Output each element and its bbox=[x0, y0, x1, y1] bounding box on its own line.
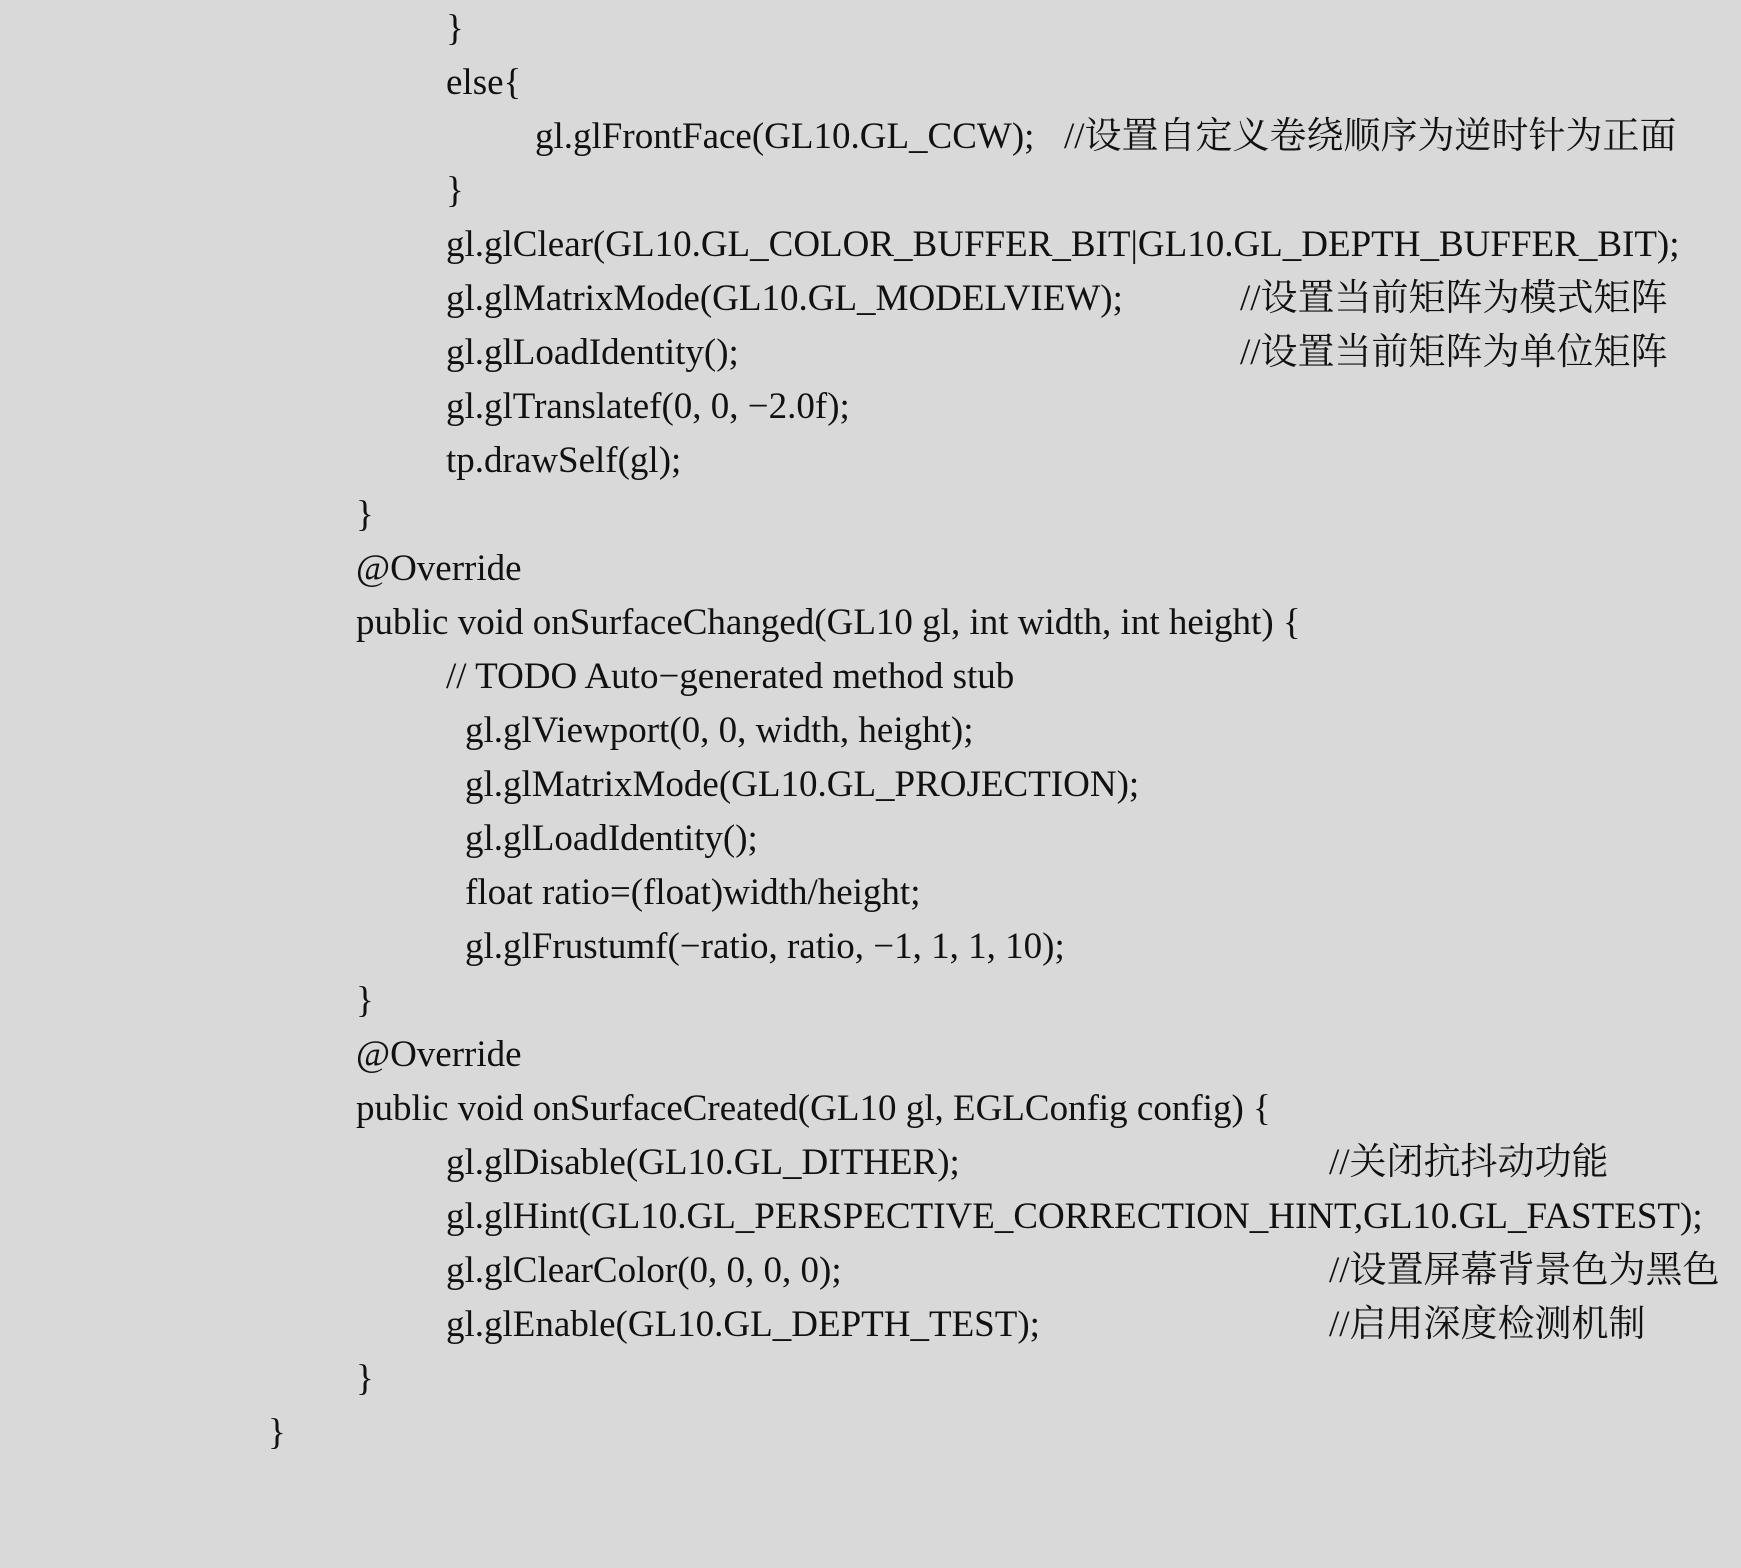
code-line-15 bbox=[0, 758, 1741, 812]
comment-text-6: //设置当前矩阵为模式矩阵 bbox=[1240, 278, 1668, 319]
code-text-23: gl.glHint(GL10.GL_PERSPECTIVE_CORRECTION_HINT,GL10.GL_FASTEST); bbox=[446, 1196, 1703, 1237]
comment-text-22: //关闭抗抖动功能 bbox=[1329, 1142, 1609, 1183]
code-text-27: } bbox=[268, 1412, 286, 1453]
code-line-24 bbox=[0, 1244, 1741, 1298]
code-text-7: gl.glLoadIdentity(); bbox=[446, 332, 739, 373]
code-line-11 bbox=[0, 542, 1741, 596]
code-text-6: gl.glMatrixMode(GL10.GL_MODELVIEW); bbox=[446, 278, 1123, 319]
code-line-25 bbox=[0, 1298, 1741, 1352]
code-line-6 bbox=[0, 272, 1741, 326]
code-line-19 bbox=[0, 974, 1741, 1028]
code-line-5 bbox=[0, 218, 1741, 272]
code-text-18: gl.glFrustumf(−ratio, ratio, −1, 1, 1, 10); bbox=[465, 926, 1065, 967]
code-text-24: gl.glClearColor(0, 0, 0, 0); bbox=[446, 1250, 842, 1291]
code-line-26 bbox=[0, 1352, 1741, 1406]
comment-text-25: //启用深度检测机制 bbox=[1329, 1304, 1646, 1345]
code-text-26: } bbox=[356, 1358, 374, 1399]
code-line-14 bbox=[0, 704, 1741, 758]
code-text-15: gl.glMatrixMode(GL10.GL_PROJECTION); bbox=[465, 764, 1140, 805]
code-line-7 bbox=[0, 326, 1741, 380]
code-text-5: gl.glClear(GL10.GL_COLOR_BUFFER_BIT|GL10.GL_DEPTH_BUFFER_BIT); bbox=[446, 224, 1680, 265]
code-text-25: gl.glEnable(GL10.GL_DEPTH_TEST); bbox=[446, 1304, 1040, 1345]
code-line-21 bbox=[0, 1082, 1741, 1136]
code-text-20: @Override bbox=[356, 1034, 522, 1075]
code-line-27 bbox=[0, 1406, 1741, 1460]
code-line-16 bbox=[0, 812, 1741, 866]
comment-text-7: //设置当前矩阵为单位矩阵 bbox=[1240, 332, 1668, 373]
code-text-12: public void onSurfaceChanged(GL10 gl, int width, int height) { bbox=[356, 602, 1301, 643]
code-line-2 bbox=[0, 56, 1741, 110]
code-text-3: gl.glFrontFace(GL10.GL_CCW); bbox=[535, 116, 1035, 157]
code-text-1: } bbox=[446, 8, 464, 49]
code-line-4 bbox=[0, 164, 1741, 218]
code-text-22: gl.glDisable(GL10.GL_DITHER); bbox=[446, 1142, 960, 1183]
comment-text-3: //设置自定义卷绕顺序为逆时针为正面 bbox=[1064, 116, 1677, 157]
code-line-13 bbox=[0, 650, 1741, 704]
code-line-3 bbox=[0, 110, 1741, 164]
code-text-13: // TODO Auto−generated method stub bbox=[446, 656, 1015, 697]
code-line-9 bbox=[0, 434, 1741, 488]
code-line-20 bbox=[0, 1028, 1741, 1082]
code-text-10: } bbox=[356, 494, 374, 535]
code-text-14: gl.glViewport(0, 0, width, height); bbox=[465, 710, 974, 751]
code-line-8 bbox=[0, 380, 1741, 434]
code-text-4: } bbox=[446, 170, 464, 211]
code-text-11: @Override bbox=[356, 548, 522, 589]
code-line-18 bbox=[0, 920, 1741, 974]
code-line-22 bbox=[0, 1136, 1741, 1190]
comment-text-24: //设置屏幕背景色为黑色 bbox=[1329, 1250, 1720, 1291]
code-text-16: gl.glLoadIdentity(); bbox=[465, 818, 758, 859]
code-line-12 bbox=[0, 596, 1741, 650]
code-text-8: gl.glTranslatef(0, 0, −2.0f); bbox=[446, 386, 850, 427]
code-text-21: public void onSurfaceCreated(GL10 gl, EGLConfig config) { bbox=[356, 1088, 1271, 1129]
code-line-10 bbox=[0, 488, 1741, 542]
code-text-17: float ratio=(float)width/height; bbox=[465, 872, 921, 913]
code-line-1 bbox=[0, 2, 1741, 56]
code-text-9: tp.drawSelf(gl); bbox=[446, 440, 682, 481]
code-line-17 bbox=[0, 866, 1741, 920]
code-text-2: else{ bbox=[446, 62, 522, 103]
code-text-19: } bbox=[356, 980, 374, 1021]
code-line-23 bbox=[0, 1190, 1741, 1244]
